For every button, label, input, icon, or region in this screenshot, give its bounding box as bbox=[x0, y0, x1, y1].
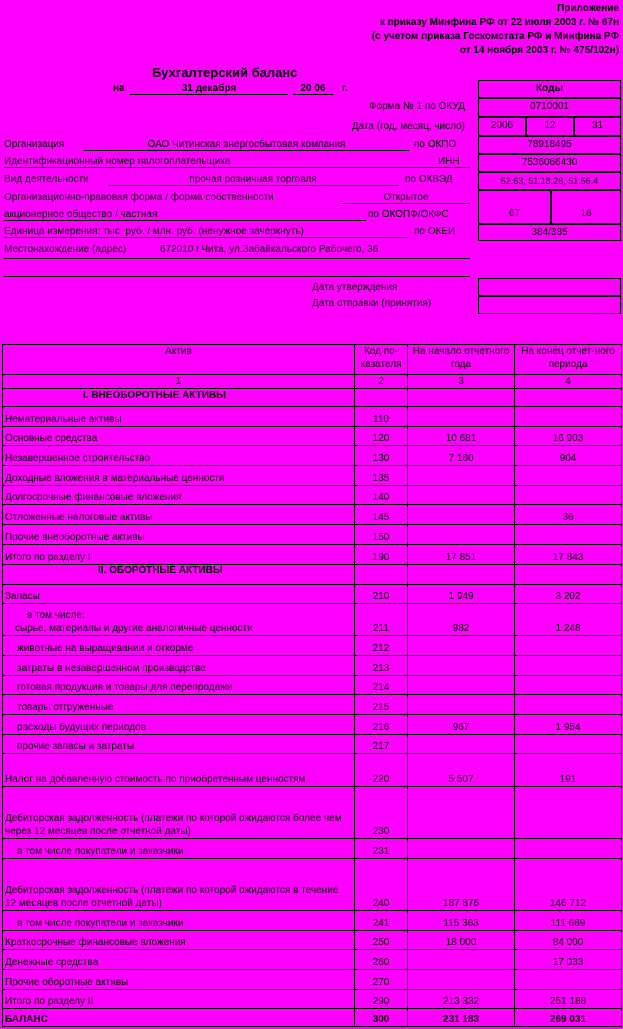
row-end bbox=[515, 839, 622, 859]
table-row bbox=[3, 636, 622, 656]
table-row bbox=[3, 389, 622, 407]
table-header-cell: На начало отчетного года bbox=[408, 345, 515, 375]
row-begin: 1 949 bbox=[408, 584, 515, 604]
annex-line-2: к приказу Минфина РФ от 22 июля 2003 г. № 67н bbox=[379, 17, 619, 28]
address-label: Местонахождение (адрес) bbox=[4, 244, 127, 255]
row-end: 3 202 bbox=[515, 584, 622, 604]
row-begin: 231 183 bbox=[408, 1009, 515, 1027]
row-end: 269 031 bbox=[515, 1009, 622, 1027]
row-end: 251 188 bbox=[515, 989, 622, 1009]
inn-short: ИНН bbox=[438, 156, 460, 167]
row-begin bbox=[408, 525, 515, 545]
table-row bbox=[3, 970, 622, 990]
code-month: 12 bbox=[526, 117, 574, 136]
row-label bbox=[3, 604, 355, 636]
row-end bbox=[515, 564, 622, 584]
table-colnum-row bbox=[3, 375, 622, 389]
annex-line-4: от 14 ноября 2003 г. № 475/102н) bbox=[459, 45, 619, 56]
table-row bbox=[3, 734, 622, 754]
row-end: 111 669 bbox=[515, 911, 622, 931]
row-end bbox=[515, 787, 622, 839]
row-label: Итого по разделу I bbox=[3, 544, 355, 564]
sending-label: Дата отправки (принятия) bbox=[312, 298, 432, 309]
table-row bbox=[3, 564, 622, 584]
table-row bbox=[3, 1009, 622, 1027]
approval-value bbox=[478, 278, 621, 296]
row-begin bbox=[408, 734, 515, 754]
year-suffix: г. bbox=[342, 83, 348, 94]
code-year: 2006 bbox=[478, 117, 526, 136]
row-label: Дебиторская задолженность (платежи по которой ожидаются более чем через 12 месяцев после отчетной даты) bbox=[3, 787, 355, 839]
row-code: 215 bbox=[355, 695, 408, 715]
row-code: 250 bbox=[355, 930, 408, 950]
table-row bbox=[3, 911, 622, 931]
row-end bbox=[515, 485, 622, 505]
row-label: Долгосрочные финансовые вложения bbox=[3, 485, 355, 505]
row-end bbox=[515, 636, 622, 656]
legal-form-label: Организационно-правовая форма / форма собственности bbox=[4, 192, 274, 203]
table-colnum-cell: 2 bbox=[355, 375, 408, 389]
row-label: II. ОБОРОТНЫЕ АКТИВЫ bbox=[3, 564, 355, 584]
row-begin bbox=[408, 655, 515, 675]
table-row bbox=[3, 839, 622, 859]
row-begin bbox=[408, 407, 515, 427]
row-end bbox=[515, 970, 622, 990]
row-code: 216 bbox=[355, 714, 408, 734]
row-code: 240 bbox=[355, 859, 408, 911]
table-row bbox=[3, 989, 622, 1009]
table-row bbox=[3, 485, 622, 505]
row-code: 140 bbox=[355, 485, 408, 505]
row-code: 130 bbox=[355, 446, 408, 466]
okpo-label: по ОКПО bbox=[414, 139, 457, 150]
row-label: товары отгруженные bbox=[3, 695, 355, 715]
row-begin: 10 681 bbox=[408, 426, 515, 446]
row-end bbox=[515, 655, 622, 675]
row-begin: 213 332 bbox=[408, 989, 515, 1009]
table-header-row bbox=[3, 345, 622, 375]
row-label: I. ВНЕОБОРОТНЫЕ АКТИВЫ bbox=[3, 389, 355, 407]
row-begin bbox=[408, 466, 515, 486]
row-label-prefix: в том числе: bbox=[27, 610, 85, 622]
row-label: Доходные вложения в материальные ценности bbox=[3, 466, 355, 486]
row-label: затраты в незавершенном производстве bbox=[3, 655, 355, 675]
row-begin bbox=[408, 389, 515, 407]
address-line-1 bbox=[4, 258, 470, 259]
row-code: 145 bbox=[355, 505, 408, 525]
row-label: Дебиторская задолженность (платежи по которой ожидаются в течение 12 месяцев после отчетной даты) bbox=[3, 859, 355, 911]
row-code: 217 bbox=[355, 734, 408, 754]
row-label: в том числе покупатели и заказчики bbox=[3, 911, 355, 931]
table-row bbox=[3, 655, 622, 675]
row-label: расходы будущих периодов bbox=[3, 714, 355, 734]
okopf-label: по ОКОПФ/ОКФС bbox=[368, 209, 449, 220]
codes-title: Коды bbox=[478, 80, 621, 98]
row-begin bbox=[408, 950, 515, 970]
row-label: Основные средства bbox=[3, 426, 355, 446]
table-row bbox=[3, 754, 622, 787]
row-code: 150 bbox=[355, 525, 408, 545]
row-end: 191 bbox=[515, 754, 622, 787]
row-end: 84 000 bbox=[515, 930, 622, 950]
row-label: Краткосрочные финансовые вложения bbox=[3, 930, 355, 950]
inn-value: 7536066430 bbox=[478, 154, 621, 172]
row-end: 1 954 bbox=[515, 714, 622, 734]
row-code: 213 bbox=[355, 655, 408, 675]
table-row bbox=[3, 525, 622, 545]
table-row bbox=[3, 930, 622, 950]
activity-label: Вид деятельности bbox=[4, 174, 89, 185]
date-year: 20 06 bbox=[293, 83, 333, 95]
row-end: 16 903 bbox=[515, 426, 622, 446]
sending-value bbox=[478, 296, 621, 314]
table-row bbox=[3, 714, 622, 734]
address-value: 672010 г.Чита, ул.Забайкальского Рабочего, 36 bbox=[160, 244, 379, 255]
date-day-month: 31 декабря bbox=[130, 83, 288, 95]
row-label: Отложенные налоговые активы bbox=[3, 505, 355, 525]
row-begin: 967 bbox=[408, 714, 515, 734]
row-code: 220 bbox=[355, 754, 408, 787]
org-value: ОАО Читинская энергосбытовая компания bbox=[84, 139, 409, 151]
table-header-cell: Актив bbox=[3, 345, 355, 375]
row-begin: 115 363 bbox=[408, 911, 515, 931]
row-end bbox=[515, 734, 622, 754]
row-label: готовая продукция и товары для перепродажи bbox=[3, 675, 355, 695]
table-row bbox=[3, 466, 622, 486]
table-row bbox=[3, 859, 622, 911]
table-row bbox=[3, 604, 622, 636]
row-begin bbox=[408, 675, 515, 695]
table-row bbox=[3, 695, 622, 715]
row-code: 120 bbox=[355, 426, 408, 446]
row-begin bbox=[408, 636, 515, 656]
table-header-cell: Код по-казателя bbox=[355, 345, 408, 375]
row-begin bbox=[408, 695, 515, 715]
row-end bbox=[515, 525, 622, 545]
annex-line-1: Приложение bbox=[557, 3, 619, 14]
row-begin: 5 507 bbox=[408, 754, 515, 787]
row-label: Запасы bbox=[3, 584, 355, 604]
okei-value: 384/385 bbox=[478, 224, 621, 241]
row-begin bbox=[408, 564, 515, 584]
annex-line-3: (с учетом приказа Госкомстата РФ и Минфина РФ bbox=[371, 31, 619, 42]
table-header-cell: На конец отчет-ного периода bbox=[515, 345, 622, 375]
row-code: 190 bbox=[355, 544, 408, 564]
okved-label: по ОКВЭД bbox=[405, 174, 453, 185]
row-label: БАЛАНС bbox=[3, 1009, 355, 1027]
legal-form-value-2: акционерное общество / частная bbox=[4, 209, 366, 221]
table-row bbox=[3, 544, 622, 564]
row-begin bbox=[408, 505, 515, 525]
row-label: животные на выращивании и откорме bbox=[3, 636, 355, 656]
okud-label: Форма № 1 по ОКУД bbox=[369, 101, 465, 112]
address-line-2 bbox=[4, 276, 470, 277]
row-end: 146 712 bbox=[515, 859, 622, 911]
okei-label: по ОКЕИ bbox=[414, 226, 456, 237]
row-label: Денежные средства bbox=[3, 950, 355, 970]
row-end bbox=[515, 466, 622, 486]
table-row bbox=[3, 446, 622, 466]
row-label: Незавершенное строительство bbox=[3, 446, 355, 466]
row-code: 300 bbox=[355, 1009, 408, 1027]
row-code: 230 bbox=[355, 787, 408, 839]
row-code: 270 bbox=[355, 970, 408, 990]
row-begin: 18 000 bbox=[408, 930, 515, 950]
table-colnum-cell: 3 bbox=[408, 375, 515, 389]
row-code: 290 bbox=[355, 989, 408, 1009]
okopf-value: 67 bbox=[478, 190, 551, 224]
row-code: 214 bbox=[355, 675, 408, 695]
row-end bbox=[515, 407, 622, 427]
row-code: 241 bbox=[355, 911, 408, 931]
row-code: 260 bbox=[355, 950, 408, 970]
table-row bbox=[3, 950, 622, 970]
balance-table bbox=[2, 344, 622, 1027]
row-begin bbox=[408, 970, 515, 990]
row-label: Налог на добавленную стоимость по приобретенным ценностям bbox=[3, 754, 355, 787]
row-end: 17 843 bbox=[515, 544, 622, 564]
table-row bbox=[3, 407, 622, 427]
code-day: 31 bbox=[574, 117, 621, 136]
row-code bbox=[355, 564, 408, 584]
row-code: 210 bbox=[355, 584, 408, 604]
row-code bbox=[355, 389, 408, 407]
row-label: прочие запасы и затраты bbox=[3, 734, 355, 754]
row-begin bbox=[408, 839, 515, 859]
row-begin bbox=[408, 787, 515, 839]
row-begin: 187 876 bbox=[408, 859, 515, 911]
row-end: 904 bbox=[515, 446, 622, 466]
document-title: Бухгалтерский баланс bbox=[152, 65, 298, 80]
table-row bbox=[3, 584, 622, 604]
row-end bbox=[515, 675, 622, 695]
table-row bbox=[3, 675, 622, 695]
inn-label: Идентификационный номер налогоплательщика bbox=[4, 156, 470, 168]
row-end bbox=[515, 389, 622, 407]
row-code: 212 bbox=[355, 636, 408, 656]
row-begin bbox=[408, 485, 515, 505]
okfs-value: 16 bbox=[551, 190, 621, 224]
row-label: Прочие оборотные активы bbox=[3, 970, 355, 990]
table-row bbox=[3, 505, 622, 525]
row-end bbox=[515, 695, 622, 715]
approval-label: Дата утверждения bbox=[312, 282, 398, 293]
row-label: Итого по разделу II bbox=[3, 989, 355, 1009]
row-begin: 982 bbox=[408, 604, 515, 636]
table-row bbox=[3, 787, 622, 839]
date-label: Дата (год, месяц, число) bbox=[351, 121, 465, 132]
activity-value: прочая розничная торговля bbox=[108, 174, 398, 186]
row-label-text: сырье, материалы и другие аналогичные ценности bbox=[15, 623, 253, 635]
row-end: 1 248 bbox=[515, 604, 622, 636]
okud-value: 0710001 bbox=[478, 98, 621, 117]
row-code: 135 bbox=[355, 466, 408, 486]
org-label: Организация bbox=[4, 139, 65, 150]
row-code: 110 bbox=[355, 407, 408, 427]
legal-form-value-1: Открытое bbox=[342, 192, 470, 204]
table-colnum-cell: 1 bbox=[3, 375, 355, 389]
okpo-value: 78918495 bbox=[478, 136, 621, 154]
row-label: в том числе покупатели и заказчики bbox=[3, 839, 355, 859]
row-begin: 7 160 bbox=[408, 446, 515, 466]
unit-label: Единица измерения: тыс. руб. / млн. руб. (ненужное зачеркнуть) bbox=[4, 226, 408, 238]
row-label: Нематериальные активы bbox=[3, 407, 355, 427]
table-colnum-cell: 4 bbox=[515, 375, 622, 389]
row-end: 17 033 bbox=[515, 950, 622, 970]
okved-value: 52.63, 51.18.26, 51.56.4 bbox=[478, 172, 621, 190]
table-row bbox=[3, 426, 622, 446]
row-code: 211 bbox=[355, 604, 408, 636]
row-label: Прочие внеоборотные активы bbox=[3, 525, 355, 545]
row-end: 36 bbox=[515, 505, 622, 525]
row-begin: 17 851 bbox=[408, 544, 515, 564]
date-on-label: на bbox=[113, 83, 125, 94]
row-code: 231 bbox=[355, 839, 408, 859]
